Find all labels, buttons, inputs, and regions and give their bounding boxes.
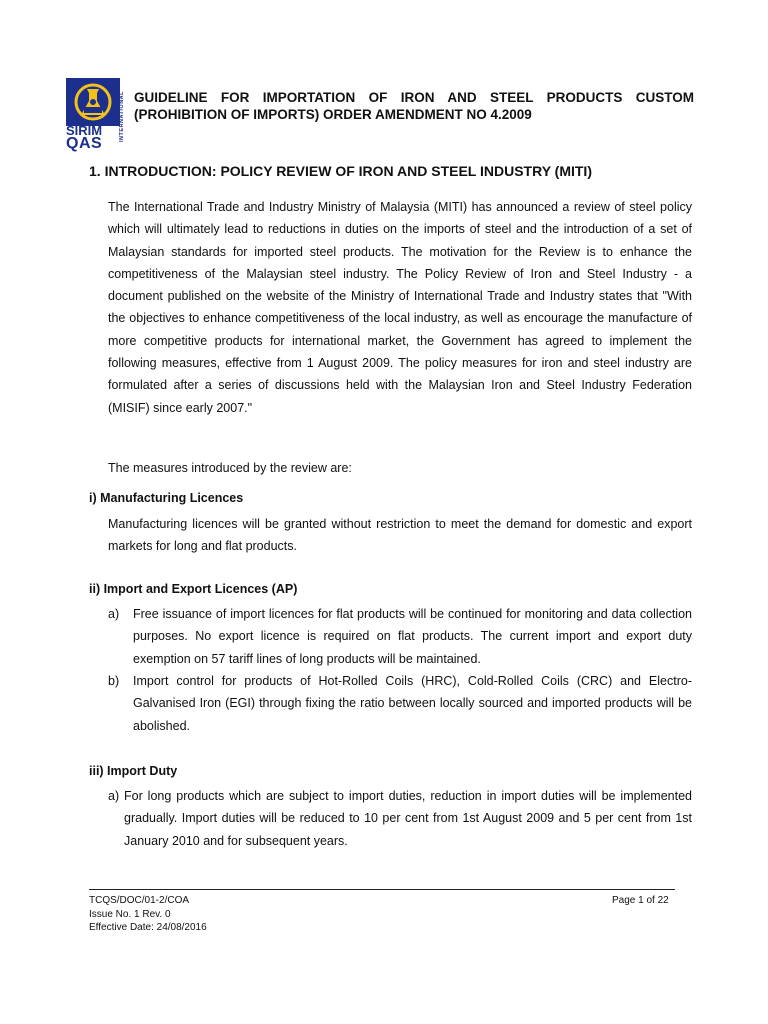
list-text: For long products which are subject to import duties, reduction in import duties will be implemented gradually. Import duties will be reduced to 10 per cent from 1st August 2009 and 5 per cent from 1st January 2010 and for subsequent years. [124, 789, 692, 848]
measures-intro: The measures introduced by the review are: [108, 461, 352, 475]
logo-international-text: INTERNATIONAL [119, 90, 125, 142]
import-export-heading: ii) Import and Export Licences (AP) [89, 582, 298, 596]
section-heading: 1. INTRODUCTION: POLICY REVIEW OF IRON AND STEEL INDUSTRY (MITI) [89, 163, 592, 179]
sirim-qas-logo [66, 78, 126, 152]
logo-sirim-text: SIRIM [66, 123, 103, 138]
list-marker: b) [108, 674, 120, 688]
footer-divider [89, 889, 675, 890]
list-item [108, 670, 692, 737]
list-marker: a) [108, 789, 120, 803]
list-item [108, 603, 692, 670]
document-title: GUIDELINE FOR IMPORTATION OF IRON AND STEEL PRODUCTS CUSTOM (PROHIBITION OF IMPORTS) ORDER AMENDMENT NO 4.2009 [134, 90, 694, 122]
footer-info [89, 894, 207, 935]
list-item [108, 785, 692, 852]
import-duty-heading: iii) Import Duty [89, 764, 178, 778]
logo-qas-text: QAS [66, 135, 103, 152]
intro-paragraph: The International Trade and Industry Ministry of Malaysia (MITI) has announced a review of steel policy which will ultimately lead to reductions in duties on the imports of steel and the introduction of a set of Malaysian standards for imported steel products. The motivation for the Review is to enhance the competitiveness of the Malaysian steel industry. The Policy Review of Iron and Steel Industry - a document published on the website of the Ministry of International Trade and Industry states that "With the objectives to enhance competitiveness of the local industry, as well as encourage the manufacture of more competitive products for international market, the Government has agreed to implement the following measures, effective from 1 August 2009. The policy measures for iron and steel industry are formulated after a series of discussions held with the Malaysian Iron and Steel Industry Federation (MISIF) since early 2007." [108, 200, 692, 415]
footer-issue: Issue No. 1 Rev. 0 [89, 908, 171, 920]
footer-effective-date: Effective Date: 24/08/2016 [89, 922, 207, 933]
logo-emblem-icon [66, 78, 120, 126]
list-marker: a) [108, 607, 120, 621]
list-text: Import control for products of Hot-Rolled Coils (HRC), Cold-Rolled Coils (CRC) and Electro-Galvanised Iron (EGI) through fixing the ratio between locally sourced and imported products will be abolished. [133, 674, 692, 733]
footer-doc-ref: TCQS/DOC/01-2/COA [89, 895, 190, 906]
manufacturing-heading: i) Manufacturing Licences [89, 491, 244, 505]
manufacturing-text: Manufacturing licences will be granted without restriction to meet the demand for domestic and export markets for long and flat products. [108, 517, 692, 554]
page-number: Page 1 of 22 [612, 895, 669, 906]
list-text: Free issuance of import licences for flat products will be continued for monitoring and data collection purposes. No export licence is required on flat products. The current import and export duty exemption on 57 tariff lines of long products will be maintained. [133, 607, 692, 666]
